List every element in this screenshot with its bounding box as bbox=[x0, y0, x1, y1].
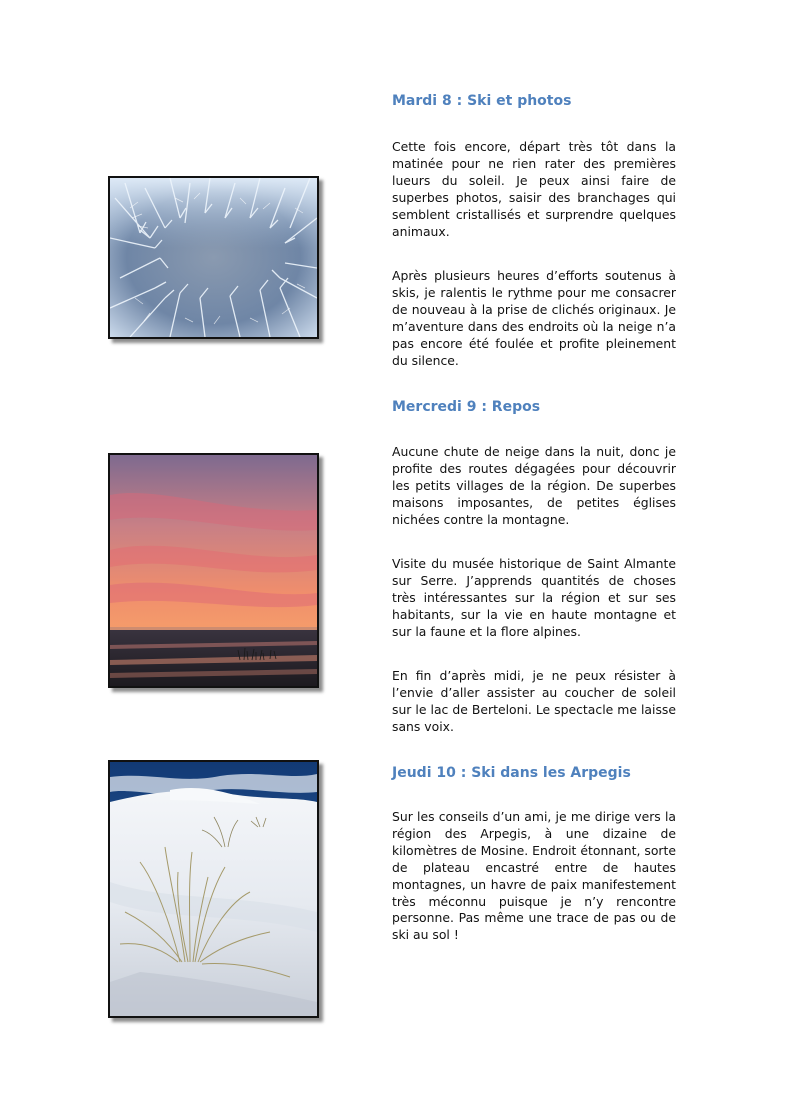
paragraph: En fin d’après midi, je ne peux résister à l’envie d’aller assister au coucher de soleil sur le lac de Berteloni. Le spectacle me laisse sans voix. bbox=[392, 668, 676, 734]
paragraph: Cette fois encore, départ très tôt dans la matinée pour ne rien rater des premières lueurs du soleil. Je peux ainsi faire de superbes photos, saisir des branchages qui semblent cristallisés et surprendre quelques animaux. bbox=[392, 139, 676, 239]
snow-grass-image bbox=[110, 762, 317, 1016]
day-heading-mardi: Mardi 8 : Ski et photos bbox=[392, 93, 572, 109]
paragraph: Après plusieurs heures d’efforts soutenus à skis, je ralentis le rythme pour me consacrer de nouveau à la prise de clichés originaux. Je m’aventure dans des endroits où la neige n’a pas encore été foulée et profite pleinement du silence. bbox=[392, 268, 676, 368]
paragraph: Sur les conseils d’un ami, je me dirige vers la région des Arpegis, à une dizaine de kilomètres de Mosine. Endroit étonnant, sorte de plateau encastré entre de hautes montagnes, un havre de paix manifestement très méconnu puisque je n’y rencontre personne. Pas même une trace de pas ou de ski au sol ! bbox=[392, 809, 676, 943]
sunset-lake-photo bbox=[108, 453, 319, 688]
sunset-lake-image bbox=[110, 455, 317, 686]
day-heading-jeudi: Jeudi 10 : Ski dans les Arpegis bbox=[392, 765, 631, 781]
paragraph: Aucune chute de neige dans la nuit, donc je profite des routes dégagées pour découvrir les petits villages de la région. De superbes maisons imposantes, de petites églises nichées contre la montagne. bbox=[392, 444, 676, 527]
frost-crystals-photo bbox=[108, 176, 319, 339]
day-heading-mercredi: Mercredi 9 : Repos bbox=[392, 399, 541, 415]
frost-crystals-image bbox=[110, 178, 317, 337]
paragraph: Visite du musée historique de Saint Almante sur Serre. J’apprends quantités de choses très intéressantes sur la région et sur ses habitants, sur la vie en haute montagne et sur la faune et la flore alpines. bbox=[392, 556, 676, 639]
snow-grass-photo bbox=[108, 760, 319, 1018]
